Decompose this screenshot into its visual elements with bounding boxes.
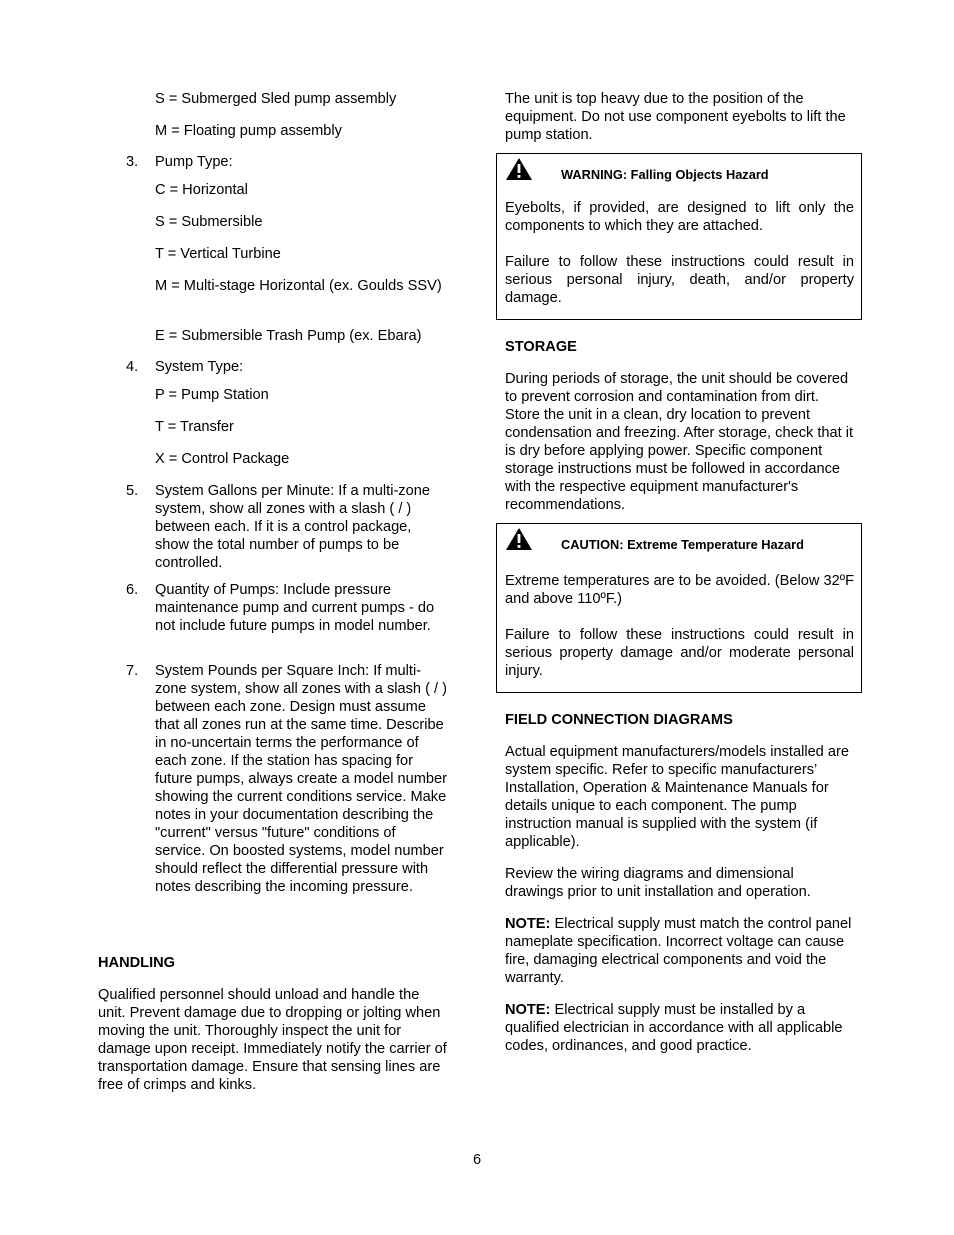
warning-consequence: Failure to follow these instructions could result in serious personal injury, death, and/or property damage. — [505, 254, 854, 306]
note-text: Electrical supply must be installed by a qualified electrician in accordance with all applicable codes, ordinances, and good practice. — [505, 1002, 843, 1054]
caution-title: CAUTION: Extreme Temperature Hazard — [561, 537, 804, 552]
option-multistage: M = Multi-stage Horizontal (ex. Goulds SSV) — [155, 278, 442, 294]
handling-text: Qualified personnel should unload and handle the unit. Prevent damage due to dropping or jolting when moving the unit. Thoroughly inspect the unit for damage upon receipt. Immediately notify the carrier of transportation damage. Ensure that sensing lines are free of crimps and kinks. — [98, 987, 447, 1093]
storage-text: During periods of storage, the unit should be covered to prevent corrosion and contamination from dirt. Store the unit in a clean, dry location to prevent condensation and freezing. After storage, check that it is dry before applying power. Specific component storage instructions must be followed in accordance with the respective equipment manufacturer's recommendations. — [505, 371, 854, 513]
page-number: 6 — [472, 1152, 482, 1168]
note-electrician — [505, 1001, 855, 1055]
warning-text: Eyebolts, if provided, are designed to lift only the components to which they are attached. — [505, 200, 854, 234]
option-pump-station: P = Pump Station — [155, 387, 269, 403]
item-number: 3. — [126, 154, 139, 170]
item-quantity-of-pumps: Quantity of Pumps: Include pressure maintenance pump and current pumps - do not include future pumps in model number. — [155, 582, 435, 634]
caution-consequence: Failure to follow these instructions could result in serious property damage and/or moderate personal injury. — [505, 627, 854, 679]
option-control-package: X = Control Package — [155, 451, 290, 467]
caution-text: Extreme temperatures are to be avoided. (Below 32ºF and above 110ºF.) — [505, 573, 854, 607]
option-vertical-turbine: T = Vertical Turbine — [155, 246, 281, 262]
review-diagrams-text: Review the wiring diagrams and dimensional drawings prior to unit installation and operation. — [505, 866, 811, 900]
warning-title: WARNING: Falling Objects Hazard — [561, 167, 769, 182]
item-number: 6. — [126, 582, 139, 598]
caution-box — [496, 523, 862, 693]
warning-triangle-icon — [505, 527, 533, 551]
warning-triangle-icon — [505, 157, 533, 181]
option-floating: M = Floating pump assembly — [155, 123, 342, 139]
note-label: NOTE: — [505, 1002, 551, 1018]
warning-box — [496, 153, 862, 320]
field-connection-text: Actual equipment manufacturers/models installed are system specific. Refer to specific manufacturers’ Installation, Operation & Maintenance Manuals for details unique to each component. The pump instruction manual is supplied with the system (if applicable). — [505, 744, 849, 850]
storage-heading: STORAGE — [505, 339, 577, 355]
option-submerged-sled: S = Submerged Sled pump assembly — [155, 91, 397, 107]
option-horizontal: C = Horizontal — [155, 182, 248, 198]
item-number: 5. — [126, 483, 139, 499]
top-heavy-intro: The unit is top heavy due to the position of the equipment. Do not use component eyebolts to lift the pump station. — [505, 91, 846, 143]
note-label: NOTE: — [505, 916, 551, 932]
option-trash-pump: E = Submersible Trash Pump (ex. Ebara) — [155, 328, 422, 344]
item-number: 4. — [126, 359, 139, 375]
system-type-label: System Type: — [155, 359, 244, 375]
handling-heading: HANDLING — [98, 955, 176, 971]
item-pounds-per-square-inch: System Pounds per Square Inch: If multi-zone system, show all zones with a slash ( / ) between each zone. Design must assume that all zones run at the same time. Describe in no-uncertain terms the performance of each zone. If the station has spacing for future pumps, always create a model number showing the current conditions service. Make notes in your documentation describing the "current" versus "future" conditions of service. On boosted systems, model number should reflect the differential pressure with notes describing the incoming pressure. — [155, 663, 448, 895]
field-connection-heading: FIELD CONNECTION DIAGRAMS — [505, 712, 733, 728]
item-gallons-per-minute: System Gallons per Minute: If a multi-zone system, show all zones with a slash ( / ) between each. If it is a control package, show the total number of pumps to be controlled. — [155, 483, 430, 571]
note-text: Electrical supply must match the control panel nameplate specification. Incorrect voltage can cause fire, damaging electrical components and void the warranty. — [505, 916, 852, 986]
pump-type-label: Pump Type: — [155, 154, 233, 170]
option-transfer: T = Transfer — [155, 419, 234, 435]
item-number: 7. — [126, 663, 139, 679]
note-supply-match — [505, 915, 855, 987]
option-submersible: S = Submersible — [155, 214, 263, 230]
